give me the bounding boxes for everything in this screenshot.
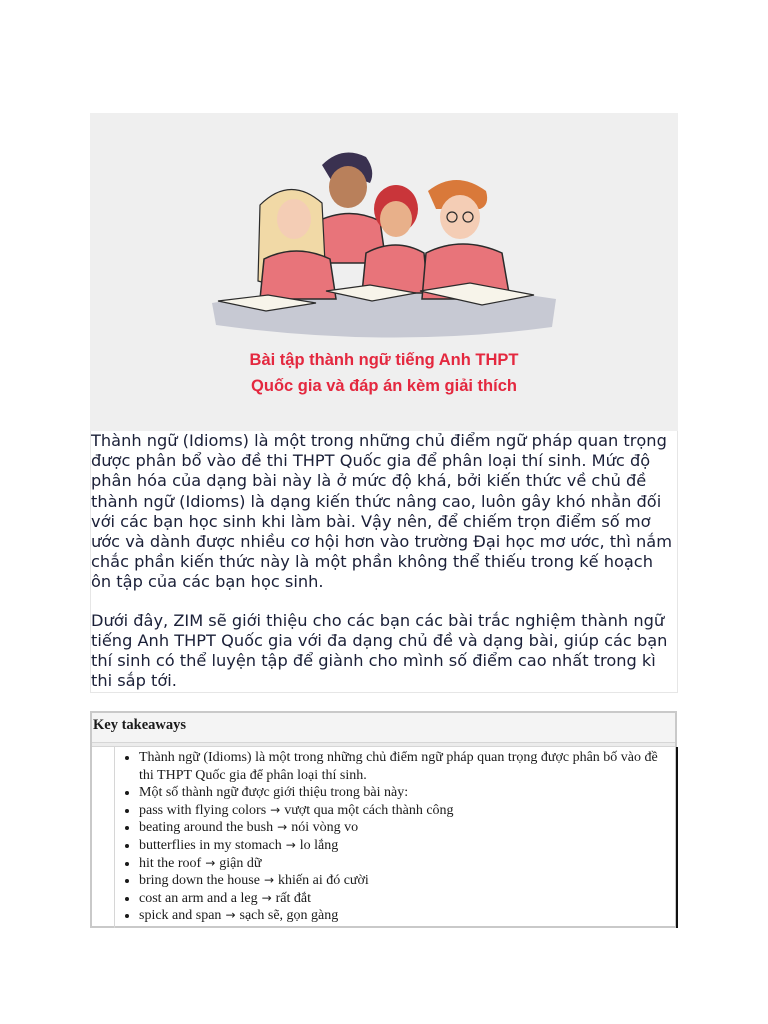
intro-paragraph-1: Thành ngữ (Idioms) là một trong những chủ điểm ngữ pháp quan trọng được phân bổ vào đề thi THPT Quốc gia để phân loại thí sinh. Mức độ phân hóa của dạng bài này là ở mức độ khá, bởi kiến thức về chủ đề thành ngữ (Idioms) là dạng kiến thức nâng cao, luôn gây khó nhằn đối với các bạn học sinh khi làm bài. Vậy nên, để chiếm trọn điểm số mơ ước và dành được nhiều cơ hội hơn vào trường Đại học mơ ước, thì nắm chắc phần kiến thức này là một phần không thể thiếu trong kế hoạch ôn tập của các bạn học sinh. xyxy=(91,431,672,592)
idiom-meaning: rất đắt xyxy=(275,890,311,906)
face-shape xyxy=(440,195,480,239)
arrow-icon: → xyxy=(270,802,281,817)
hero-title-line2: Quốc gia và đáp án kèm giải thích xyxy=(251,377,517,395)
face-shape xyxy=(277,199,311,239)
key-takeaways-box xyxy=(90,711,677,928)
list-item xyxy=(139,837,669,855)
idiom: butterflies in my stomach xyxy=(139,837,282,853)
shirt-shape xyxy=(260,251,336,299)
intro-text xyxy=(90,431,678,693)
idiom: cost an arm and a leg xyxy=(139,890,258,906)
arrow-icon: → xyxy=(263,873,274,888)
list-item xyxy=(139,819,669,837)
key-takeaways-heading: Key takeaways xyxy=(93,717,187,733)
list-item: • Thành ngữ (Idioms) là một trong những chủ điểm ngữ pháp quan trọng được phân bố vào đề thi THPT Quốc gia để phân loại thí sinh. xyxy=(139,749,669,784)
idiom: bring down the house xyxy=(139,873,260,889)
idiom: beating around the bush xyxy=(139,820,274,836)
hero-title-line1: Bài tập thành ngữ tiếng Anh THPT xyxy=(249,351,519,369)
arrow-icon: → xyxy=(261,890,272,905)
list-item xyxy=(139,872,669,890)
idiom: spick and span xyxy=(139,908,222,924)
key-takeaways-header xyxy=(92,713,675,743)
list-item xyxy=(139,802,669,820)
idiom-meaning: lo lắng xyxy=(299,837,339,853)
list-item xyxy=(139,855,669,873)
takeaways-list xyxy=(115,749,669,925)
list-item xyxy=(139,907,669,925)
hero-image xyxy=(90,113,678,431)
arrow-icon: → xyxy=(225,908,236,923)
idiom-meaning: vượt qua một cách thành công xyxy=(284,802,454,818)
idiom-meaning: sạch sẽ, gọn gàng xyxy=(239,908,339,924)
face-shape xyxy=(329,166,367,208)
idiom-meaning: giận dữ xyxy=(219,855,262,871)
idiom-meaning: nói vòng vo xyxy=(291,820,359,836)
idiom: pass with flying colors xyxy=(139,802,267,818)
arrow-icon: → xyxy=(205,855,216,870)
key-takeaways-body xyxy=(114,747,678,928)
idiom-meaning: khiến ai đó cười xyxy=(278,873,369,889)
face-shape xyxy=(380,201,412,237)
idiom: hit the roof xyxy=(139,855,202,871)
arrow-icon: → xyxy=(285,837,296,852)
list-item: • Một số thành ngữ được giới thiệu trong bài này: xyxy=(139,784,669,802)
list-item xyxy=(139,890,669,908)
arrow-icon: → xyxy=(277,820,288,835)
intro-paragraph-2: Dưới đây, ZIM sẽ giới thiệu cho các bạn các bài trắc nghiệm thành ngữ tiếng Anh THPT Quốc gia với đa dạng chủ đề và dạng bài, giúp các bạn thí sinh có thể luyện tập để giành cho mình số điểm cao nhất trong kì thi sắp tới. xyxy=(91,610,668,691)
